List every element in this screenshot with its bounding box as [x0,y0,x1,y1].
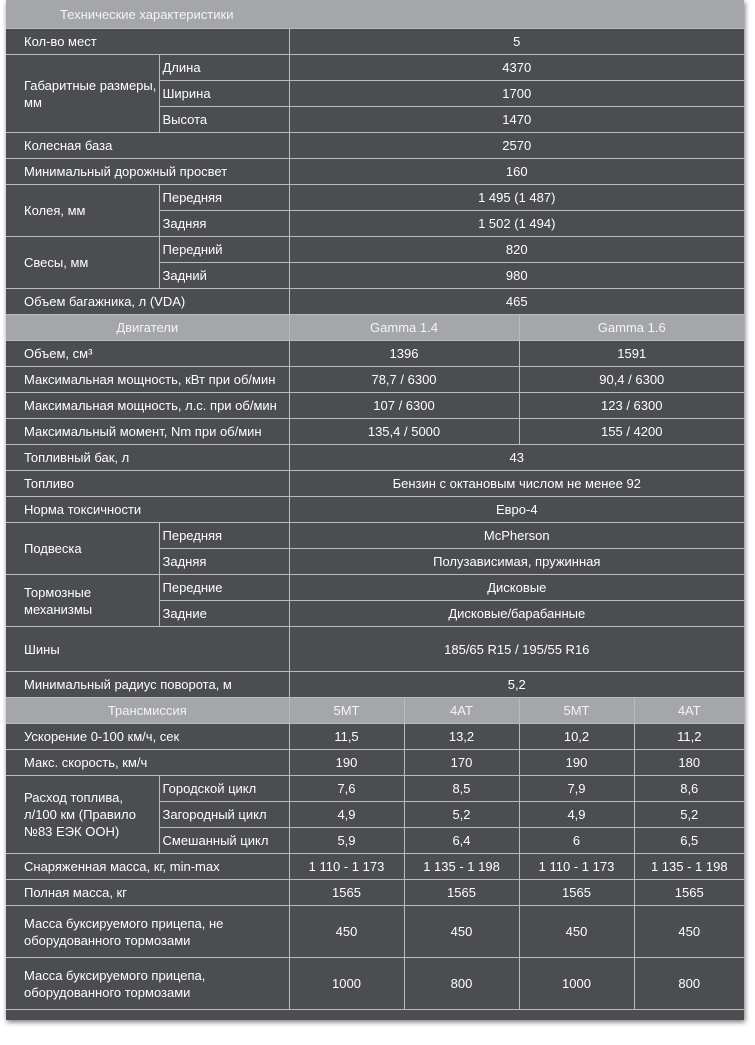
transmission-col-header: 4AT [404,698,519,724]
row-value: 5,2 [289,672,744,698]
engine-1-value: 1396 [289,341,519,367]
cell-value: 1 110 - 1 173 [289,854,404,880]
row-label: Максимальный момент, Nm при об/мин [6,419,289,445]
row-label: Свесы, мм [6,237,159,289]
cell-value: 11,5 [289,724,404,750]
engine-2-value: 1591 [519,341,744,367]
row-label: Максимальная мощность, л.с. при об/мин [6,393,289,419]
engine-1-value: 78,7 / 6300 [289,367,519,393]
cell-value: 1565 [404,880,519,906]
table-row [6,750,744,776]
row-sublabel: Задний [159,263,289,289]
row-label: Полная масса, кг [6,880,289,906]
table-row [6,854,744,880]
cell-value: 190 [289,750,404,776]
cell-value: 450 [519,906,634,958]
table-row [6,393,744,419]
table-row [6,672,744,698]
cell-value: 10,2 [519,724,634,750]
engine-1-header: Gamma 1.4 [289,315,519,341]
engines-header-row [6,315,744,341]
cell-value: 190 [519,750,634,776]
row-label: Ускорение 0-100 км/ч, сек [6,724,289,750]
table-row [6,419,744,445]
cell-value: 800 [404,958,519,1010]
cell-value: 800 [634,958,744,1010]
engine-2-header: Gamma 1.6 [519,315,744,341]
transmission-col-header: 5MT [519,698,634,724]
table-row [6,55,744,81]
row-label: Норма токсичности [6,497,289,523]
row-label: Подвеска [6,523,159,575]
row-label: Масса буксируемого прицепа, не оборудованного тормозами [6,906,289,958]
cell-value: 1000 [289,958,404,1010]
cell-value: 1565 [634,880,744,906]
cell-value: 5,2 [404,802,519,828]
cell-value: 4,9 [519,802,634,828]
cell-value: 5,2 [634,802,744,828]
table-row [6,627,744,672]
row-value: 820 [289,237,744,263]
row-label: Шины [6,627,289,672]
row-label: Минимальный дорожный просвет [6,159,289,185]
table-row [6,880,744,906]
row-value: 4370 [289,55,744,81]
transmission-col-header: 4AT [634,698,744,724]
engine-2-value: 123 / 6300 [519,393,744,419]
table-row [6,523,744,549]
cell-value: 450 [634,906,744,958]
row-sublabel: Передняя [159,523,289,549]
row-sublabel: Смешанный цикл [159,828,289,854]
table-row [6,133,744,159]
cell-value: 170 [404,750,519,776]
row-label: Топливо [6,471,289,497]
table-row [6,237,744,263]
table-row [6,906,744,958]
row-sublabel: Загородный цикл [159,802,289,828]
row-value: 5 [289,29,744,55]
cell-value: 8,6 [634,776,744,802]
row-value: Полузависимая, пружинная [289,549,744,575]
table-row [6,497,744,523]
cell-value: 180 [634,750,744,776]
row-label: Снаряженная масса, кг, min-max [6,854,289,880]
cell-value: 6,5 [634,828,744,854]
row-label: Колея, мм [6,185,159,237]
row-value: Дисковые/барабанные [289,601,744,627]
row-value: Дисковые [289,575,744,601]
cell-value: 8,5 [404,776,519,802]
cell-value: 5,9 [289,828,404,854]
row-sublabel: Передние [159,575,289,601]
cell-value: 4,9 [289,802,404,828]
cell-value: 7,6 [289,776,404,802]
row-label: Макс. скорость, км/ч [6,750,289,776]
row-value: McPherson [289,523,744,549]
table-row [6,958,744,1010]
engine-2-value: 155 / 4200 [519,419,744,445]
cell-value: 6 [519,828,634,854]
row-value: 465 [289,289,744,315]
specs-table [6,0,744,1010]
row-label: Габаритные размеры, мм [6,55,159,133]
row-value: 185/65 R15 / 195/55 R16 [289,627,744,672]
row-label: Объем багажника, л (VDA) [6,289,289,315]
engine-1-value: 135,4 / 5000 [289,419,519,445]
cell-value: 1 135 - 1 198 [404,854,519,880]
cell-value: 1565 [289,880,404,906]
row-sublabel: Передний [159,237,289,263]
row-sublabel: Задняя [159,549,289,575]
engine-2-value: 90,4 / 6300 [519,367,744,393]
row-label: Масса буксируемого прицепа, оборудованного тормозами [6,958,289,1010]
row-sublabel: Задние [159,601,289,627]
row-label: Объем, см³ [6,341,289,367]
row-value: 1 502 (1 494) [289,211,744,237]
table-row [6,575,744,601]
row-label: Минимальный радиус поворота, м [6,672,289,698]
row-value: 2570 [289,133,744,159]
cell-value: 7,9 [519,776,634,802]
row-value: 160 [289,159,744,185]
cell-value: 13,2 [404,724,519,750]
table-row [6,159,744,185]
row-label: Кол-во мест [6,29,289,55]
table-row [6,29,744,55]
row-value: Бензин с октановым числом не менее 92 [289,471,744,497]
cell-value: 1000 [519,958,634,1010]
cell-value: 6,4 [404,828,519,854]
row-value: 1700 [289,81,744,107]
row-sublabel: Городской цикл [159,776,289,802]
engine-1-value: 107 / 6300 [289,393,519,419]
page-title: Технические характеристики [6,0,744,29]
row-label: Колесная база [6,133,289,159]
row-label: Максимальная мощность, кВт при об/мин [6,367,289,393]
transmission-header: Трансмиссия [6,698,289,724]
cell-value: 1565 [519,880,634,906]
row-sublabel: Передняя [159,185,289,211]
engines-header: Двигатели [6,315,289,341]
table-row [6,185,744,211]
title-row [6,0,744,29]
table-row [6,471,744,497]
row-sublabel: Задняя [159,211,289,237]
row-sublabel: Длина [159,55,289,81]
row-value: Евро-4 [289,497,744,523]
row-value: 980 [289,263,744,289]
table-row [6,289,744,315]
table-row [6,367,744,393]
row-label: Расход топлива, л/100 км (Правило №83 ЕЭК ООН) [6,776,159,854]
row-label: Топливный бак, л [6,445,289,471]
row-sublabel: Ширина [159,81,289,107]
row-value: 1470 [289,107,744,133]
transmission-header-row [6,698,744,724]
row-sublabel: Высота [159,107,289,133]
table-row [6,724,744,750]
cell-value: 11,2 [634,724,744,750]
cell-value: 450 [404,906,519,958]
table-row [6,776,744,802]
cell-value: 450 [289,906,404,958]
table-row [6,445,744,471]
row-value: 43 [289,445,744,471]
table-row [6,341,744,367]
cell-value: 1 135 - 1 198 [634,854,744,880]
row-label: Тормозные механизмы [6,575,159,627]
specs-panel [6,0,744,1020]
row-value: 1 495 (1 487) [289,185,744,211]
cell-value: 1 110 - 1 173 [519,854,634,880]
transmission-col-header: 5MT [289,698,404,724]
